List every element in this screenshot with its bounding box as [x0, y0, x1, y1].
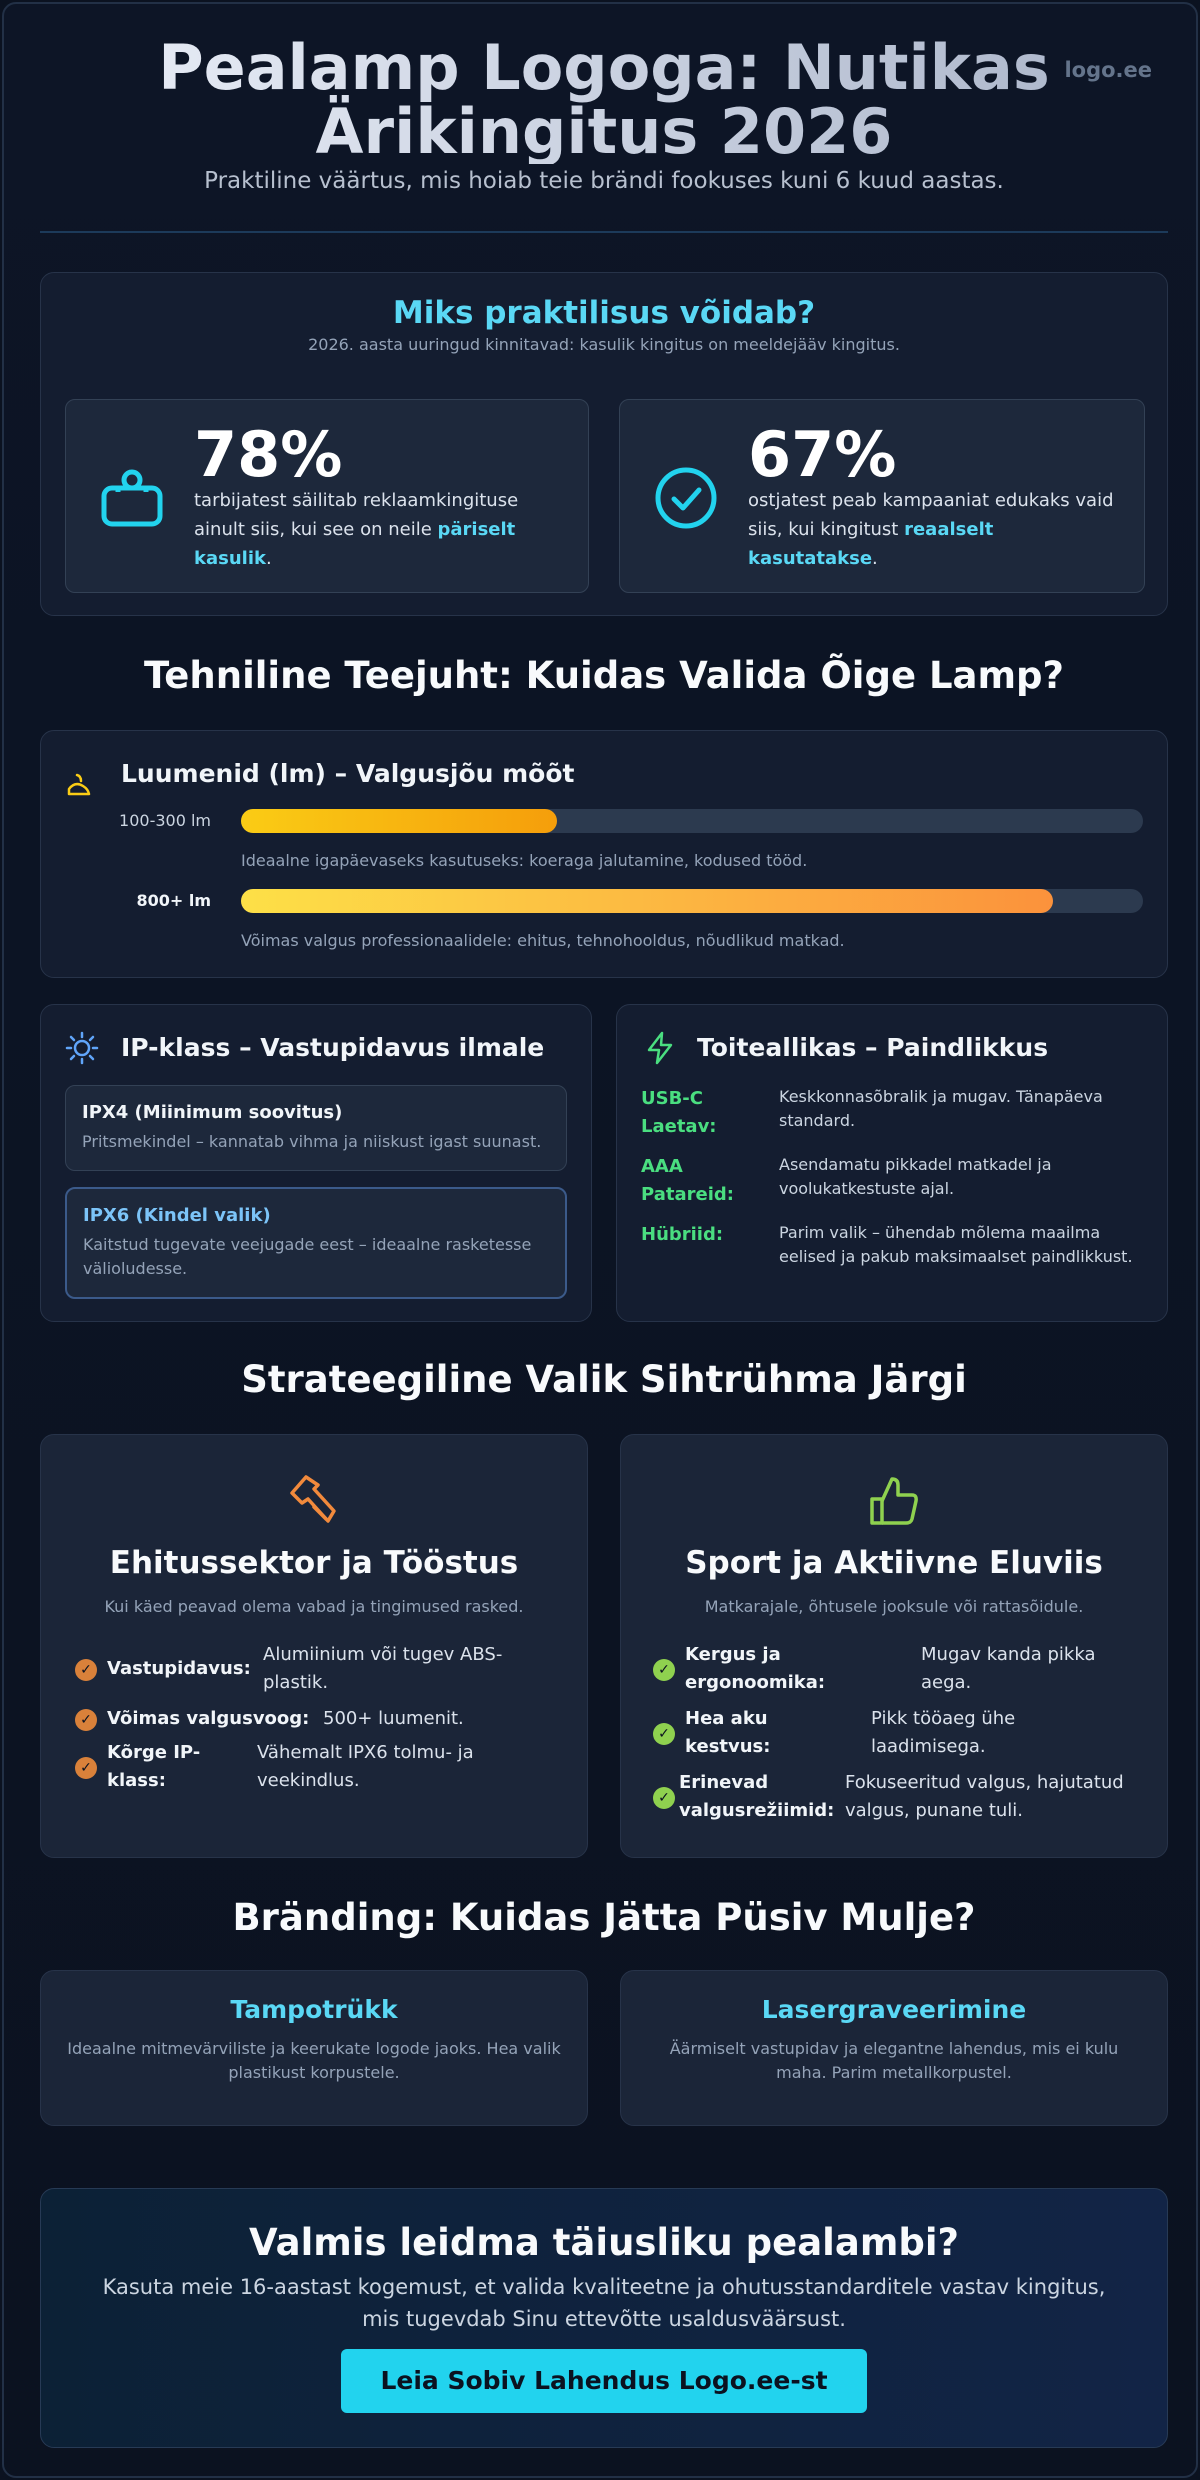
- audience-subtitle: Matkarajale, õhtusele jooksule või rattasõidule.: [704, 1597, 1084, 1616]
- branding-method-text: Ideaalne mitmevärviliste ja keerukate logode jaoks. Hea valik plastikust korpustele.: [67, 2039, 561, 2082]
- audience-title: Ehitussektor ja Tööstus: [109, 1545, 519, 1581]
- check-circle-icon: [652, 464, 720, 532]
- power-title: Toiteallikas – Paindlikkus: [697, 1033, 1049, 1062]
- stat-card: [65, 399, 589, 593]
- power-key: USB-C Laetav:: [641, 1088, 717, 1137]
- audience-value: Fokuseeritud valgus, hajutatud valgus, punane tuli.: [845, 1772, 1124, 1821]
- ip-option-text: Kaitstud tugevate veejugade eest – ideaalne rasketesse välioludesse.: [83, 1235, 532, 1278]
- audience-title: Sport ja Aktiivne Eluviis: [685, 1545, 1103, 1581]
- power-key: AAA Patareid:: [641, 1156, 734, 1205]
- bar-label: 800+ lm: [136, 891, 211, 910]
- ip-option-name: IPX4 (Miinimum soovitus): [82, 1102, 343, 1123]
- branding-method-text: Äärmiselt vastupidav ja elegantne lahendus, mis ei kulu maha. Parim metallkorpustel.: [669, 2039, 1119, 2082]
- stat-text: tarbijatest säilitab reklaamkingituse ainult siis, kui see on neile päriselt kasulik.: [194, 490, 519, 569]
- stat-value: 78%: [194, 418, 343, 491]
- bar-desc: Võimas valgus professionaalidele: ehitus, tehnohooldus, nõudlikud matkad.: [241, 931, 845, 950]
- lumens-title: Luumenid (lm) – Valgusjõu mõõt: [121, 759, 575, 788]
- lightning-icon: [643, 1031, 677, 1065]
- audience-key: Kergus ja ergonoomika:: [685, 1644, 826, 1693]
- audience-section-title: Strateegiline Valik Sihtrühma Järgi: [241, 1358, 967, 1401]
- branding-card: [40, 1970, 588, 2126]
- power-card: [616, 1004, 1168, 1322]
- check-icon: ✓: [653, 1659, 675, 1681]
- why-section: [40, 272, 1168, 616]
- stat-card: [619, 399, 1145, 593]
- check-icon: ✓: [653, 1787, 675, 1809]
- ip-title: IP-klass – Vastupidavus ilmale: [121, 1033, 545, 1062]
- cta-section: [40, 2188, 1168, 2448]
- logo[interactable]: logo.ee: [1064, 58, 1152, 82]
- ip-option: [65, 1085, 567, 1171]
- audience-key: Vastupidavus:: [107, 1658, 251, 1679]
- power-value: Parim valik – ühendab mõlema maailma eelised ja pakub maksimaalset paindlikkust.: [779, 1223, 1133, 1266]
- bar-label: 100-300 lm: [119, 811, 211, 830]
- branding-method-title: Tampotrükk: [230, 1995, 398, 2024]
- lumen-bar-fill: [241, 809, 557, 833]
- audience-value: Pikk tööaeg ühe laadimisega.: [871, 1708, 1016, 1757]
- audience-card-industry: [40, 1434, 588, 1858]
- hammer-icon: [284, 1471, 344, 1531]
- page-subtitle: Praktiline väärtus, mis hoiab teie brändi fookuses kuni 6 kuud aastas.: [204, 168, 1004, 194]
- cta-text: Kasuta meie 16-aastast kogemust, et valida kvaliteetne ja ohutusstandarditele vastav kingitus, mis tugevdab Sinu ettevõtte usaldusväärsust.: [102, 2275, 1106, 2331]
- lumen-bar-fill: [241, 889, 1053, 913]
- tech-section-title: Tehniline Teejuht: Kuidas Valida Õige Lamp?: [143, 654, 1065, 697]
- branding-card: [620, 1970, 1168, 2126]
- lumens-card: [40, 730, 1168, 978]
- audience-key: Erinevad valgusrežiimid:: [679, 1772, 835, 1821]
- thumbs-up-icon: [864, 1471, 924, 1531]
- audience-value: Vähemalt IPX6 tolmu- ja veekindlus.: [257, 1742, 474, 1791]
- power-value: Keskkonnasõbralik ja mugav. Tänapäeva standard.: [779, 1087, 1103, 1130]
- bulb-icon: [65, 771, 93, 799]
- audience-key: Hea aku kestvus:: [685, 1708, 771, 1757]
- audience-value: Mugav kanda pikka aega.: [921, 1644, 1096, 1693]
- branding-section-title: Bränding: Kuidas Jätta Püsiv Mulje?: [232, 1896, 976, 1939]
- title-line-1: Pealamp Logoga: Nutikas: [158, 31, 1050, 104]
- lumen-bar: [241, 809, 1143, 833]
- lumen-bar: [241, 889, 1143, 913]
- title-line-2: Ärikingitus 2026: [315, 95, 893, 168]
- ip-card: [40, 1004, 592, 1322]
- ip-option-text: Pritsmekindel – kannatab vihma ja niiskust igast suunast.: [82, 1132, 542, 1151]
- audience-value: 500+ luumenit.: [323, 1708, 464, 1729]
- cta-button[interactable]: Leia Sobiv Lahendus Logo.ee-st: [341, 2349, 867, 2413]
- cta-title: Valmis leidma täiusliku pealambi?: [248, 2221, 960, 2264]
- audience-key: Võimas valgusvoog:: [107, 1708, 310, 1729]
- power-value: Asendamatu pikkadel matkadel ja voolukatkestuste ajal.: [779, 1155, 1052, 1198]
- header: [40, 4, 1168, 234]
- page-frame: [2, 2, 1198, 2478]
- check-icon: ✓: [75, 1659, 97, 1681]
- header-divider: [40, 231, 1168, 233]
- sun-icon: [65, 1031, 99, 1065]
- bag-icon: [98, 464, 166, 532]
- bar-desc: Ideaalne igapäevaseks kasutuseks: koeraga jalutamine, kodused tööd.: [241, 851, 808, 870]
- check-icon: ✓: [75, 1757, 97, 1779]
- audience-value: Alumiinium või tugev ABS-plastik.: [263, 1644, 503, 1693]
- why-subtitle: 2026. aasta uuringud kinnitavad: kasulik kingitus on meeldejääv kingitus.: [308, 335, 900, 354]
- ip-option-name: IPX6 (Kindel valik): [83, 1205, 271, 1226]
- audience-key: Kõrge IP-klass:: [107, 1742, 201, 1791]
- power-key: Hübriid:: [641, 1224, 724, 1245]
- page-title: [130, 31, 1078, 168]
- branding-method-title: Lasergraveerimine: [761, 1995, 1027, 2024]
- stat-value: 67%: [748, 418, 897, 491]
- check-icon: ✓: [653, 1723, 675, 1745]
- audience-subtitle: Kui käed peavad olema vabad ja tingimused rasked.: [104, 1597, 524, 1616]
- audience-card-sport: [620, 1434, 1168, 1858]
- why-title: Miks praktilisus võidab?: [392, 295, 816, 331]
- check-icon: ✓: [75, 1709, 97, 1731]
- stat-text: ostjatest peab kampaaniat edukaks vaid siis, kui kingitust reaalselt kasutatakse.: [748, 490, 1114, 569]
- ip-option-recommended: [65, 1187, 567, 1299]
